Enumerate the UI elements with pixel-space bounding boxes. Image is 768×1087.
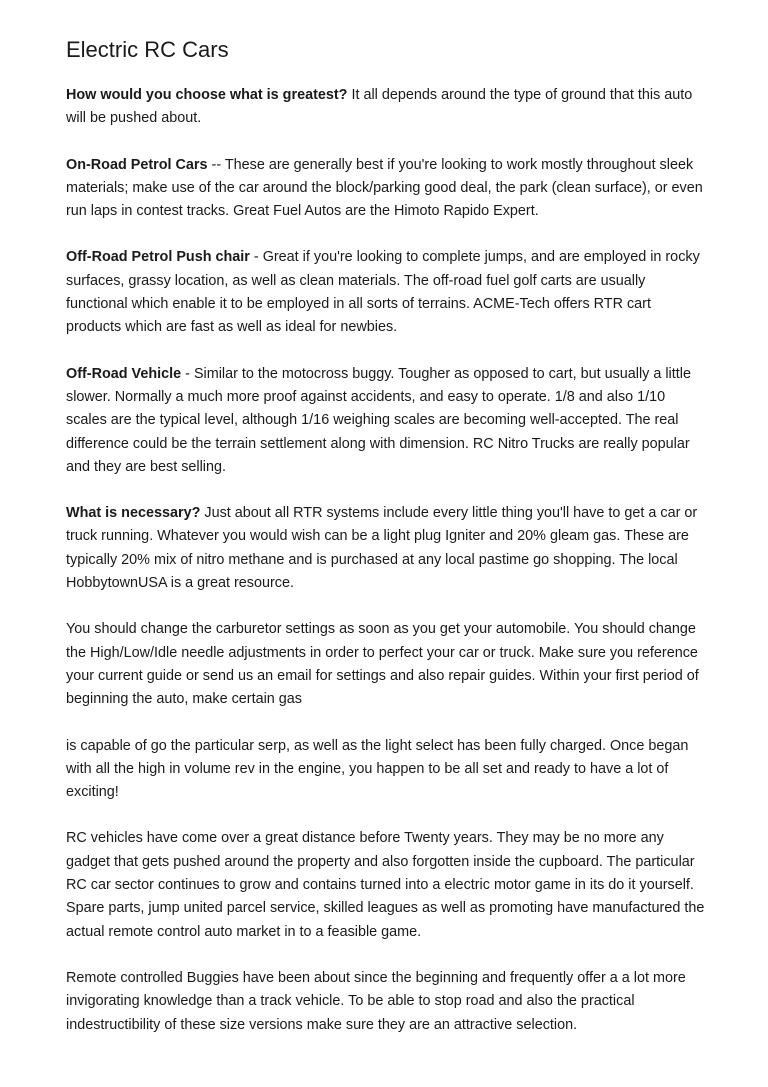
paragraph-text: It all depends around the type of ground that this auto will be pushed about.: [66, 87, 693, 127]
paragraph-text: RC vehicles have come over a great distance before Twenty years. They may be no more any gadget that gets pushed around the property and also forgotten inside the cupboard. The particular RC car sector continues to grow and contains turned into a electric motor game in its do it yourself. Spare parts, jump united parcel service, skilled leagues as well as promoting have manufactured the actual remote control auto market in to a feasible game.: [66, 830, 705, 940]
paragraph-text: - Similar to the motocross buggy. Tougher as opposed to cart, but usually a little slower. Normally a much more proof against accidents, and easy to operate. 1/8 and also 1/10 scales are the typical level, although 1/16 weighing scales are becoming well-accepted. The real difference could be the terrain settlement along with dimension. RC Nitro Trucks are really popular and they are best selling.: [66, 365, 691, 475]
paragraph-text: - Great if you're looking to complete jumps, and are employed in rocky surfaces, grassy location, as well as clean materials. The off-road fuel golf carts are usually functional which enable it to be employed in all sorts of terrains. ACME-Tech offers RTR cart products which are fast as well as ideal for newbies.: [66, 249, 700, 336]
paragraph: [66, 827, 706, 943]
document-page: [66, 36, 706, 1060]
paragraph: [66, 246, 706, 339]
paragraph-lead: On-Road Petrol Cars: [66, 156, 208, 173]
paragraph: [66, 502, 706, 595]
paragraph-text: You should change the carburetor settings as soon as you get your automobile. You should change the High/Low/Idle needle adjustments in order to perfect your car or truck. Make sure you reference your current guide or send us an email for settings and also repair guides. Within your first period of beginning the auto, make certain gas: [66, 621, 699, 708]
paragraph-lead: How would you choose what is greatest?: [66, 87, 348, 103]
paragraph: [66, 735, 706, 805]
paragraph: [66, 84, 706, 131]
paragraph-text: Just about all RTR systems include every little thing you'll have to get a car or truck running. Whatever you would wish can be a light plug Igniter and 20% gleam gas. These are typically 20% mix of nitro methane and is purchased at any local pastime go shopping. The local HobbytownUSA is a great resource.: [66, 505, 698, 592]
paragraph: [66, 154, 706, 224]
paragraph-text: is capable of go the particular serp, as well as the light select has been fully charged. Once began with all the high in volume rev in the engine, you happen to be all set and ready to have a lot of exciting!: [66, 737, 689, 801]
paragraph-lead: Off-Road Petrol Push chair: [66, 249, 250, 266]
paragraph-lead: Off-Road Vehicle: [66, 365, 182, 382]
paragraph: [66, 967, 706, 1037]
paragraph: [66, 618, 706, 711]
page-title: Electric RC Cars: [66, 37, 229, 62]
paragraph-text: -- These are generally best if you're looking to work mostly throughout sleek materials; make use of the car around the block/parking good deal, the park (clean surface), or even run laps in contest tracks. Great Fuel Autos are the Himoto Rapido Expert.: [66, 156, 703, 220]
paragraph-text: Remote controlled Buggies have been about since the beginning and frequently offer a a lot more invigorating knowledge than a track vehicle. To be able to stop road and also the practical indestructibility of these size versions make sure they are an attractive selection.: [66, 969, 686, 1033]
paragraph: [66, 363, 706, 479]
paragraph-lead: What is necessary?: [66, 505, 201, 522]
